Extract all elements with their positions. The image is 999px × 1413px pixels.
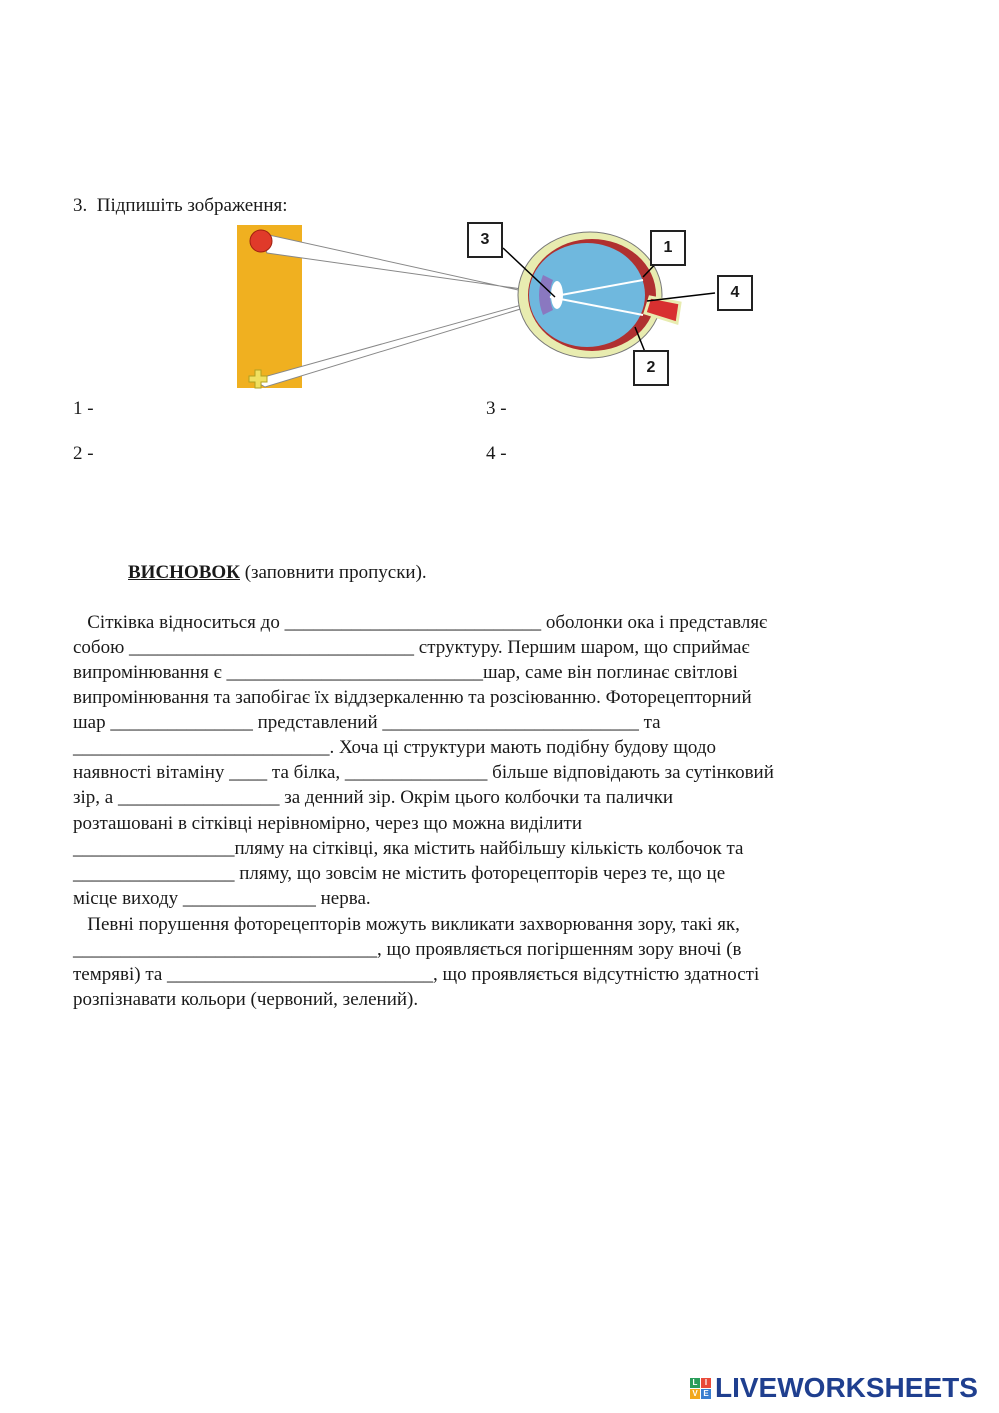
callout-label-4: 4: [717, 275, 753, 311]
conclusion-line: Певні порушення фоторецепторів можуть викликати захворювання зору, такі як,: [73, 914, 740, 935]
task-title: 3. Підпишіть зображення:: [73, 195, 288, 216]
callout-label-2: 2: [633, 350, 669, 386]
conclusion-line[interactable]: місце виходу ______________ нерва.: [73, 888, 371, 909]
logo-icon: [690, 1378, 711, 1399]
conclusion-line[interactable]: _________________пляму на сітківці, яка містить найбільшу кількість колбочок та: [73, 838, 744, 859]
conclusion-line[interactable]: Сітківка відноситься до ___________________________ оболонки ока і представляє: [73, 612, 768, 633]
logo-letter: V: [690, 1389, 700, 1399]
liveworksheets-logo: [690, 1372, 978, 1404]
conclusion-note: (заповнити пропуски).: [239, 562, 427, 583]
conclusion-line: розпізнавати кольори (червоний, зелений).: [73, 989, 419, 1010]
conclusion-line[interactable]: _________________ пляму, що зовсім не містить фоторецепторів через те, що це: [73, 863, 726, 884]
conclusion-line[interactable]: випромінювання є ___________________________шар, саме він поглинає світлові: [73, 662, 738, 683]
conclusion-line: розташовані в сітківці нерівномірно, через що можна виділити: [73, 813, 583, 834]
conclusion-line[interactable]: зір, а _________________ за денний зір. Окрім цього колбочки та палички: [73, 787, 674, 808]
conclusion-line[interactable]: собою ______________________________ структуру. Першим шаром, що сприймає: [73, 637, 750, 658]
eye-diagram: [225, 215, 785, 410]
answer-2-label: 2 -: [73, 443, 94, 464]
conclusion-line: випромінювання та запобігає їх віддзеркаленню та розсіюванню. Фоторецепторний: [73, 687, 752, 708]
logo-letter: L: [690, 1378, 700, 1388]
callout-label-1: 1: [650, 230, 686, 266]
conclusion-heading: [128, 562, 427, 584]
logo-letter: I: [701, 1378, 711, 1388]
answer-1-label: 1 -: [73, 398, 94, 419]
answer-4-label: 4 -: [486, 443, 507, 464]
conclusion-line[interactable]: ________________________________, що проявляється погіршенням зору вночі (в: [73, 939, 742, 960]
conclusion-title: ВИСНОВОК: [128, 562, 240, 583]
eye-illustration: [225, 215, 785, 405]
red-circle-object: [250, 230, 272, 252]
conclusion-line[interactable]: ___________________________. Хоча ці структури мають подібну будову щодо: [73, 737, 717, 758]
conclusion-line[interactable]: наявності вітаміну ____ та білка, _______________ більше відповідають за сутінковий: [73, 762, 774, 783]
conclusion-line[interactable]: темряві) та ____________________________, що проявляється відсутністю здатності: [73, 964, 760, 985]
logo-text: LIVEWORKSHEETS: [715, 1372, 978, 1403]
answer-3-label: 3 -: [486, 398, 507, 419]
conclusion-line[interactable]: шар _______________ представлений ___________________________ та: [73, 712, 661, 733]
callout-label-3: 3: [467, 222, 503, 258]
logo-letter: E: [701, 1389, 711, 1399]
